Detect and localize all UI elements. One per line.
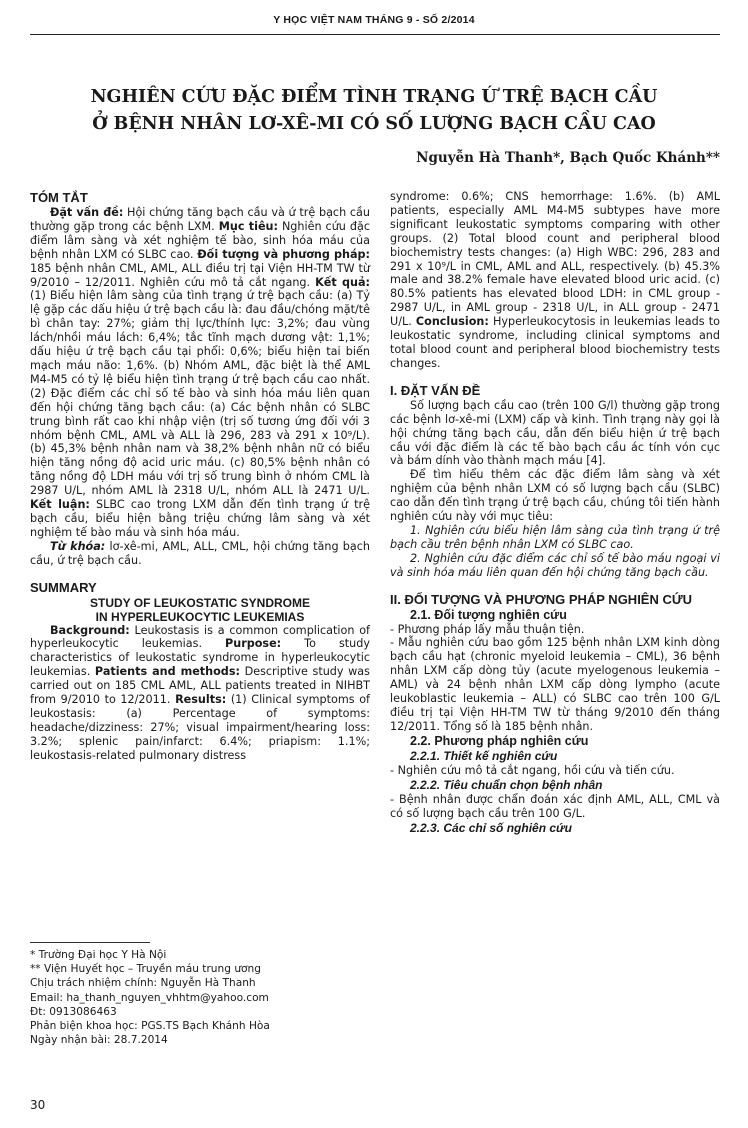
journal-header: Y HỌC VIỆT NAM THÁNG 9 - SỐ 2/2014: [273, 14, 475, 26]
subsection-2-2-1: 2.2.1. Thiết kế nghiên cứu: [410, 748, 558, 763]
text-conclusion: Hyperleukocytosis in leukemias leads to leukostatic syndrome, including clinical symptoms and total blood count and peripheral blood biochemistry tests changes.: [390, 315, 720, 370]
summary-title-2: IN HYPERLEUKOCYTIC LEUKEMIAS: [95, 609, 305, 624]
keywords-text: lơ-xê-mi, AML, ALL, CML, hội chứng tăng bạch cầu, ứ trệ bạch cầu.: [30, 539, 371, 567]
label-muc-tieu: Mục tiêu:: [218, 219, 278, 233]
text-ket-luan: SLBC cao trong LXM dẫn đến tình trạng ứ trệ bạch cầu, biểu hiện bằng triệu chứng lâm sàng và xét nghiệm tế bào máu và sinh hóa máu.: [30, 498, 370, 539]
footnote-rule: [30, 942, 150, 943]
footnote-received: Ngày nhận bài: 28.7.2014: [30, 1034, 168, 1047]
section-2-heading: II. ĐỐI TƯỢNG VÀ PHƯƠNG PHÁP NGHIÊN CỨU: [390, 591, 693, 607]
subsection-2-1-p2: - Mẫu nghiên cứu bao gồm 125 bệnh nhân LXM kinh dòng bạch cầu hạt (chronic myeloid leukemia – CML), 36 bệnh nhân LXM cấp dòng tủy (acute myelogenous leukemia – AML) và 24 bệnh nhân LXM cấp dòng lympho (acute leukoblastic leukemia – ALL) có SLBC cao trên 100 G/L điều trị tại Viện HH-TM TW từ tháng 9/2010 đến tháng 12/2011. Tổng số là 185 bệnh nhân.: [390, 636, 720, 733]
abstract-vi-body: [30, 206, 370, 540]
text-background: Leukostasis is a common complication of hyperleukocytic leukemias.: [30, 623, 370, 651]
footnote-reviewer: Phản biện khoa học: PGS.TS Bạch Khánh Hòa: [30, 1020, 270, 1033]
text-muc-tieu: Nghiên cứu đặc điểm lâm sàng và xét nghiệm tế bào, sinh hóa máu của bệnh nhân LXM có SLBC cao.: [30, 219, 370, 261]
text-ket-qua: (1) Biểu hiện lâm sàng của tình trạng ứ trệ bạch cầu: (a) Tỷ lệ gặp các dấu hiệu ứ trệ bạch cầu là: đau đầu/chóng mặt/tê bì chân tay: 27%; giảm thị lực/thính lực: 3,2%; đau vùng lách/nhồi máu lách: 6,4%; tắc tĩnh mạch dương vật: 1,1%; dấu hiệu ứ trệ bạch cầu tại phổi: 0,6%; biểu hiện tai biến mạch máu não: 1,6%. (b) Nhóm AML, đặc biệt là thể AML M4-M5 có tỷ lệ biểu hiện tình trạng ứ trệ bạch cầu cao nhất. (2) Đặc điểm các chỉ số tế bào và sinh hóa máu liên quan đến hội chứng tăng bạch cầu: (a) Các bệnh nhân có SLBC trung bình rất cao khi nhập viện (trị số tương ứng đối với 3 nhóm bệnh CML, AML và ALL là 296, 283 và 291 x 10⁹/L). (b) 45,3% bệnh nhân nam và 38,2% bệnh nhân nữ có biểu hiện tăng nồng độ acid uric máu. (c) 80,5% bệnh nhân có tăng nồng độ LDH máu với trị số trung bình ở nhóm CML là 2987 U/L, nhóm AML là 2318 U/L, nhóm ALL là 2471 U/L.: [30, 289, 370, 498]
text-results-b: syndrome: 0.6%; CNS hemorrhage: 1.6%. (b) AML patients, especially AML M4-M5 subtypes have more significant leukostatic symptoms comparing with other groups. (2) Total blood count and peripheral blood biochemistry tests changes: (a) High WBC: 296, 283 and 291 x 10⁹/L in CML, AML and ALL, respectively. (b) 45.3% male and 38.2% female have elevated blood uric acid. (c) 80.5% patients has elevated blood LDH: in CML group - 2987 U/L, in AML group - 2318 U/L, in ALL group - 2471 U/L.: [390, 190, 720, 329]
section-1-p2: Để tìm hiểu thêm các đặc điểm lâm sàng và xét nghiệm của bệnh nhân LXM có số lượng bạch cầu (SLBC) cao dẫn đến tình trạng ứ trệ bạch cầu, chúng tôi tiến hành nghiên cứu này với mục tiêu:: [390, 468, 720, 524]
summary-heading: SUMMARY: [30, 579, 97, 595]
page-number: 30: [30, 1098, 46, 1112]
section-1-heading: I. ĐẶT VẤN ĐỀ: [390, 382, 481, 398]
subsection-2-1: 2.1. Đối tượng nghiên cứu: [410, 607, 567, 622]
summary-body-cont: [390, 190, 720, 371]
article-authors: Nguyễn Hà Thanh*, Bạch Quốc Khánh**: [416, 150, 720, 166]
title-line-2: Ở BỆNH NHÂN LƠ-XÊ-MI CÓ SỐ LƯỢNG BẠCH CẦU CAO: [92, 114, 656, 134]
label-purpose: Purpose:: [225, 637, 282, 651]
subsection-2-2-3: 2.2.3. Các chỉ số nghiên cứu: [410, 820, 572, 835]
footnote-1: * Trường Đại học Y Hà Nội: [30, 949, 167, 961]
article-title: [40, 84, 708, 138]
label-ket-luan: Kết luận:: [30, 498, 90, 512]
footnote-email: Email: ha_thanh_nguyen_vhhtm@yahoo.com: [30, 991, 269, 1004]
summary-body: [30, 624, 370, 763]
text-doi-tuong: 185 bệnh nhân CML, AML, ALL điều trị tại Viện HH-TM TW từ 9/2010 – 12/2011. Nghiên cứu mô tả cắt ngang.: [30, 261, 370, 289]
objective-2: 2. Nghiên cứu đặc điểm các chỉ số tế bào máu ngoại vi và sinh hóa máu liên quan đến hội chứng tăng bạch cầu.: [390, 551, 720, 579]
summary-title-1: STUDY OF LEUKOSTATIC SYNDROME: [89, 595, 310, 610]
text-purpose: To study characteristics of leukostatic syndrome in hyperleukocytic leukemias.: [30, 637, 370, 679]
subsection-2-1-p1: - Phương pháp lấy mẫu thuận tiện.: [390, 622, 585, 636]
keywords-vi: [30, 540, 370, 568]
keywords-label: Từ khóa:: [50, 539, 106, 553]
footnotes: [30, 948, 370, 1047]
label-conclusion: Conclusion:: [415, 315, 489, 329]
subsection-2-2-2-p: - Bệnh nhân được chẩn đoán xác định AML, ALL, CML và có số lượng bạch cầu trên 100 G/L.: [390, 792, 720, 820]
right-column: [390, 190, 720, 836]
section-1-p1: Số lượng bạch cầu cao (trên 100 G/l) thường gặp trong các bệnh lơ-xê-mi (LXM) cấp và kinh. Tình trạng này gọi là hội chứng tăng bạch cầu, dẫn đến biểu hiện ứ trệ bạch cầu với đặc điểm là các tế bào bạch cầu ác tính vón cục và bám dính vào thành mạch máu [4].: [390, 398, 720, 468]
abstract-vi-heading: TÓM TẮT: [30, 190, 88, 205]
text-results-a: (1) Clinical symptoms of leukostasis: (a) Percentage of symptoms: headache/dizziness: 27%; visual impairment/hearing loss: 3.2%; splenic pain/infarct: 6.4%; priapism: 1.1%; leukostasis-related pulmonary distress: [30, 693, 370, 762]
subsection-2-2-2: 2.2.2. Tiêu chuẩn chọn bệnh nhân: [410, 777, 603, 792]
objective-1: 1. Nghiên cứu biểu hiện lâm sàng của tình trạng ứ trệ bạch cầu trên bệnh nhân LXM có SLBC cao.: [390, 523, 720, 551]
subsection-2-2-1-p: - Nghiên cứu mô tả cắt ngang, hồi cứu và tiến cứu.: [390, 763, 675, 777]
footnote-2: ** Viện Huyết học – Truyền máu trung ương: [30, 963, 261, 976]
title-line-1: NGHIÊN CỨU ĐẶC ĐIỂM TÌNH TRẠNG Ứ TRỆ BẠCH CẦU: [90, 87, 658, 107]
footnote-3: Chịu trách nhiệm chính: Nguyễn Hà Thanh: [30, 977, 256, 990]
text-patients-methods: Descriptive study was carried out on 185 CML AML, ALL patients treated in NIHBT from 9/2010 to 12/2011.: [30, 665, 370, 707]
label-results: Results:: [175, 693, 227, 707]
label-dat-van-de: Đặt vấn đề:: [50, 206, 124, 219]
label-doi-tuong: Đối tượng và phương pháp:: [197, 247, 370, 261]
footnote-phone: Đt: 0913086463: [30, 1005, 117, 1018]
text-dat-van-de: Hội chứng tăng bạch cầu và ứ trệ bạch cầu thường gặp trong các bệnh LXM.: [30, 206, 370, 233]
label-background: Background:: [50, 623, 130, 637]
label-ket-qua: Kết quả:: [315, 275, 370, 289]
header-rule: [30, 34, 720, 35]
subsection-2-2: 2.2. Phương pháp nghiên cứu: [410, 733, 589, 748]
left-column: [30, 190, 370, 763]
label-patients-methods: Patients and methods:: [94, 665, 240, 679]
